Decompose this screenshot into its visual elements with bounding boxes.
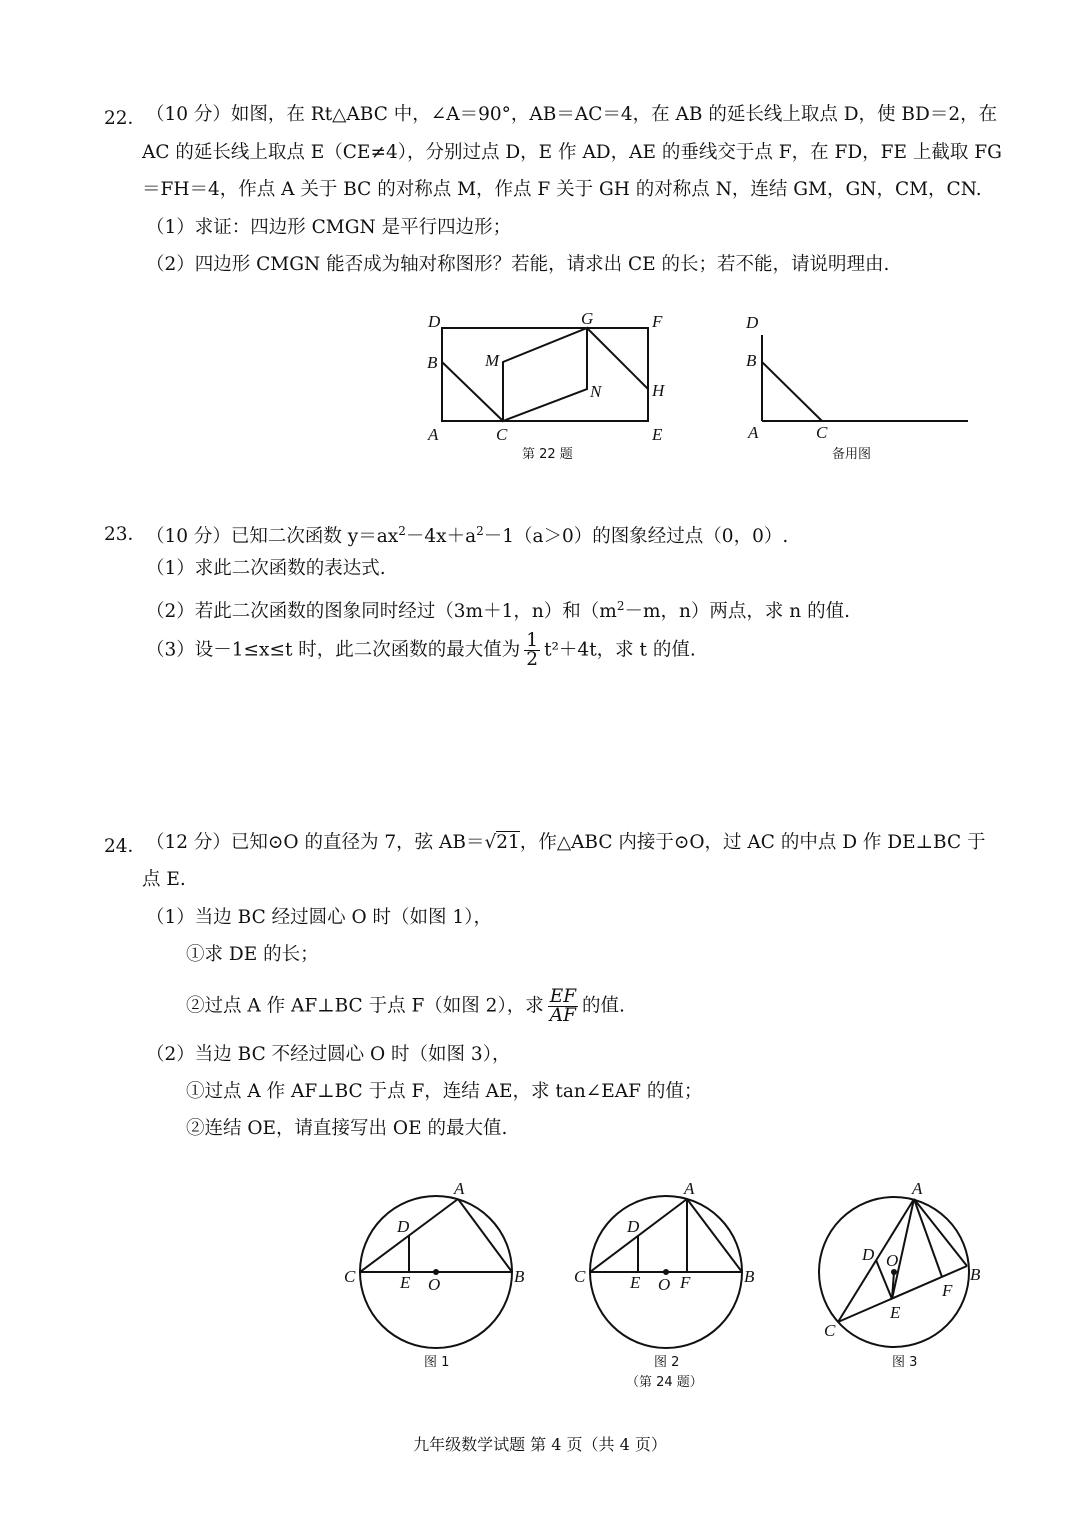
fig3-label-B: B — [970, 1265, 981, 1284]
fig3-label-E: E — [890, 1303, 901, 1322]
fig1-label-A: A — [454, 1179, 465, 1198]
q23-sup-3: 2 — [616, 599, 625, 613]
q24-part2-b: ②连结 OE，请直接写出 OE 的最大值. — [186, 1118, 508, 1139]
q23-sub2-post: －m，n）两点，求 n 的值. — [624, 601, 850, 623]
q22-rectangle — [442, 328, 648, 421]
fig2-label-D: D — [627, 1217, 640, 1236]
spare-caption: 备用图 — [832, 447, 872, 462]
q24-part2-a: ①过点 A 作 AF⊥BC 于点 F，连结 AE，求 tan∠EAF 的值； — [186, 1081, 703, 1102]
q22-label-D: D — [428, 312, 441, 331]
q22-label-N: N — [590, 382, 602, 401]
fig3-label-D: D — [862, 1245, 875, 1264]
fig2-label-O: O — [658, 1275, 671, 1294]
fig3-label-C: C — [824, 1321, 836, 1340]
fig3-caption: 图 3 — [892, 1355, 918, 1370]
q22-line1: （10 分）如图，在 Rt△ABC 中，∠A＝90°，AB＝AC＝4，在 AB 的延长线上取点 D，使 BD＝2，在 — [146, 104, 998, 125]
fig1-label-O: O — [428, 1275, 441, 1294]
q24-part2: （2）当边 BC 不经过圆心 O 时（如图 3）， — [146, 1044, 511, 1065]
fig2-caption: 图 2 — [654, 1355, 680, 1370]
q22-sub2: （2）四边形 CMGN 能否成为轴对称图形？若能，请求出 CE 的长；若不能，请说明理由. — [146, 254, 890, 275]
q23-sub1: （1）求此二次函数的表达式. — [146, 558, 386, 579]
q22-parallelogram-CMGN — [503, 328, 587, 421]
q24-part1: （1）当边 BC 经过圆心 O 时（如图 1）， — [146, 907, 492, 928]
fig1-label-B: B — [514, 1267, 525, 1286]
fig1-label-C: C — [344, 1267, 356, 1286]
fig3-label-O: O — [886, 1251, 899, 1270]
q23-number: 23． — [104, 524, 147, 545]
q23-line1-pre: （10 分）已知二次函数 y＝ax — [146, 526, 399, 548]
q24-sqrt-value: 21 — [496, 832, 520, 853]
q24-part1-b-post: 的值. — [582, 995, 625, 1017]
fig3-label-F: F — [942, 1281, 953, 1300]
q23-sub3-post: t²＋4t，求 t 的值. — [544, 639, 696, 661]
spare-segment-BC — [762, 362, 822, 421]
q24-part1-b — [186, 988, 625, 1025]
fig1-caption: 图 1 — [424, 1355, 450, 1370]
q24-sqrt — [484, 831, 519, 853]
q24-line1-pre: （12 分）已知⊙O 的直径为 7，弦 AB＝ — [146, 832, 485, 853]
q22-line2: AC 的延长线上取点 E（CE≠4），分别过点 D，E 作 AD，AE 的垂线交于点 F，在 FD，FE 上截取 FG — [142, 142, 1002, 163]
q22-caption: 第 22 题 — [522, 447, 573, 462]
page-footer: 九年级数学试题 第 4 页（共 4 页） — [413, 1435, 667, 1454]
q23-line1 — [146, 518, 788, 550]
q22-label-C: C — [496, 425, 508, 444]
q22-label-H: H — [652, 381, 665, 400]
q23-fraction-den: 2 — [526, 649, 539, 670]
spare-label-C: C — [816, 423, 828, 442]
fig1-label-D: D — [397, 1217, 410, 1236]
q23-fraction-num: 1 — [526, 630, 539, 651]
q24-line1 — [146, 830, 986, 856]
q22-line3: ＝FH＝4，作点 A 关于 BC 的对称点 M，作点 F 关于 GH 的对称点 N，连结 GM，GN，CM，CN. — [142, 179, 982, 200]
spare-label-A: A — [748, 423, 759, 442]
fig2-label-B: B — [744, 1267, 755, 1286]
q22-sub1: （1）求证：四边形 CMGN 是平行四边形； — [146, 217, 512, 238]
fig1-label-E: E — [400, 1273, 411, 1292]
q22-label-B: B — [427, 353, 438, 372]
q22-segment-GH — [587, 328, 648, 389]
q23-line1-mid: －4x＋a — [405, 526, 477, 548]
q23-sup-2: 2 — [476, 524, 484, 538]
q24-number: 24． — [104, 836, 147, 857]
q23-sub2-pre: （2）若此二次函数的图象同时经过（3m＋1，n）和（m — [146, 601, 617, 623]
q22-label-M: M — [485, 351, 500, 370]
fig3-label-A: A — [912, 1179, 923, 1198]
sqrt-icon: √ — [484, 832, 497, 853]
spare-label-B: B — [746, 351, 757, 370]
fig3-segment-AE — [892, 1199, 914, 1299]
q22-figure — [400, 300, 1000, 470]
q23-sub3-pre: （3）设－1≤x≤t 时，此二次函数的最大值为 — [146, 639, 521, 661]
fig2-label-C: C — [574, 1267, 586, 1286]
q23-sub2 — [146, 593, 850, 625]
q24-part1-b-pre: ②过点 A 作 AF⊥BC 于点 F（如图 2），求 — [186, 995, 544, 1017]
fig3-chord-AB — [914, 1199, 967, 1266]
fig2-label-F: F — [680, 1273, 691, 1292]
q24-fraction-num: EF — [549, 986, 577, 1007]
q23-line1-post: －1（a＞0）的图象经过点（0，0）. — [483, 526, 789, 548]
fig2-label-E: E — [630, 1273, 641, 1292]
fig1-chord-AB — [458, 1199, 512, 1272]
q24-group-caption: （第 24 题） — [626, 1375, 703, 1390]
q24-fraction-den: AF — [549, 1005, 576, 1026]
q24-fraction — [548, 988, 578, 1025]
q22-label-G: G — [581, 309, 594, 328]
q24-line1-post: ，作△ABC 内接于⊙O，过 AC 的中点 D 作 DE⊥BC 于 — [519, 832, 986, 853]
q23-sub3 — [146, 632, 696, 669]
q22-number: 22． — [104, 108, 147, 129]
q22-segment-BC — [442, 362, 503, 421]
q24-line2: 点 E. — [142, 869, 186, 890]
q22-label-A: A — [428, 425, 439, 444]
spare-label-D: D — [746, 313, 759, 332]
q23-sup-1: 2 — [398, 524, 406, 538]
q24-part1-a: ①求 DE 的长； — [186, 944, 319, 965]
q23-fraction — [524, 632, 540, 669]
fig2-label-A: A — [684, 1179, 695, 1198]
q22-label-F: F — [652, 312, 663, 331]
q24-figures — [330, 1170, 1010, 1400]
q22-label-E: E — [652, 425, 663, 444]
